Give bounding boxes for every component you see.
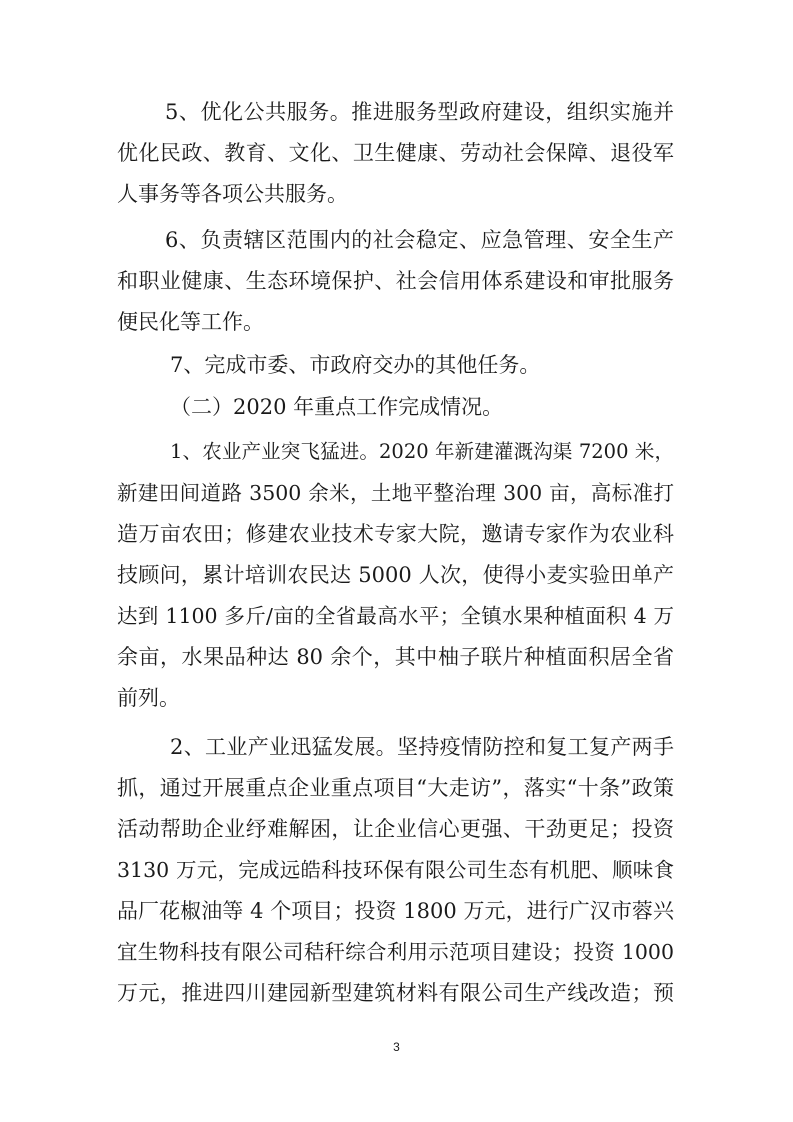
text-line-content: 达到 1100 多斤/亩的全省最高水平；全镇水果种植面积 4 万 [117, 604, 674, 628]
text-line [0, 596, 793, 636]
section-heading [0, 387, 793, 427]
text-line-content: 万元，推进四川建园新型建筑材料有限公司生产线改造；预 [117, 981, 674, 1005]
text-line-content: 优化民政、教育、文化、卫生健康、劳动社会保障、退役军 [117, 141, 674, 165]
text-line-content: 2、工业产业迅猛发展。坚持疫情防控和复工复产两手 [170, 735, 674, 759]
text-line [0, 473, 793, 513]
page-number: 3 [393, 1040, 400, 1054]
text-line [0, 555, 793, 595]
text-line [0, 973, 793, 1013]
text-line [0, 302, 793, 342]
text-line [0, 220, 793, 260]
text-line-content: 1、农业产业突飞猛进。2020 年新建灌溉沟渠 7200 米， [170, 440, 674, 463]
text-line-content: 人事务等各项公共服务。 [117, 182, 348, 206]
text-line [0, 345, 793, 385]
text-line-content: 技顾问，累计培训农民达 5000 人次，使得小麦实验田单产 [117, 563, 674, 587]
text-line-content: 余亩，水果品种达 80 余个，其中柚子联片种植面积居全省 [117, 645, 674, 669]
text-line [0, 727, 793, 767]
text-line-content: 抓，通过开展重点企业重点项目“大走访”，落实“十条”政策 [117, 776, 674, 800]
text-line [0, 932, 793, 972]
text-line-content: （二）2020 年重点工作完成情况。 [170, 395, 504, 419]
text-line-content: 前列。 [117, 686, 180, 710]
text-line [0, 891, 793, 931]
text-line [0, 768, 793, 808]
text-line-content: 新建田间道路 3500 余米，土地平整治理 300 亩，高标准打 [117, 481, 674, 505]
text-line [0, 850, 793, 890]
text-line [0, 174, 793, 214]
text-line-content: 3130 万元，完成远皓科技环保有限公司生态有机肥、顺味食 [117, 858, 674, 882]
text-line [0, 514, 793, 554]
text-line [0, 809, 793, 849]
text-line-content: 5、优化公共服务。推进服务型政府建设，组织实施并 [165, 100, 674, 124]
text-line [0, 637, 793, 677]
text-line-content: 6、负责辖区范围内的社会稳定、应急管理、安全生产 [165, 228, 674, 252]
text-line [0, 261, 793, 301]
text-line-content: 品厂花椒油等 4 个项目；投资 1800 万元，进行广汉市蓉兴 [117, 899, 674, 923]
text-line-content: 宜生物科技有限公司秸秆综合利用示范项目建设；投资 1000 [117, 940, 674, 964]
text-line [0, 678, 793, 718]
text-line-content: 7、完成市委、市政府交办的其他任务。 [170, 353, 541, 377]
text-line-content: 造万亩农田；修建农业技术专家大院，邀请专家作为农业科 [117, 522, 674, 546]
text-line-content: 活动帮助企业纾难解困，让企业信心更强、干劲更足；投资 [117, 817, 674, 841]
text-line [0, 432, 793, 472]
text-line-content: 便民化等工作。 [117, 310, 264, 334]
text-line-content: 和职业健康、生态环境保护、社会信用体系建设和审批服务 [117, 269, 674, 293]
text-line [0, 133, 793, 173]
text-line [0, 92, 793, 132]
